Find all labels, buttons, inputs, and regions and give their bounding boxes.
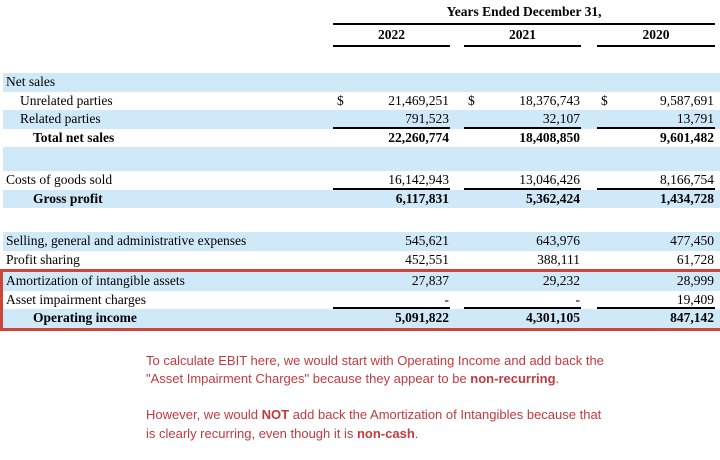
annotation-segment: . — [555, 370, 560, 386]
row-value-cell — [464, 208, 581, 232]
value-amount — [601, 73, 715, 92]
value-amount: 847,142 — [670, 310, 714, 325]
table-row — [3, 92, 720, 111]
value-amount: 21,469,251 — [388, 92, 449, 108]
value-amount: 29,232 — [542, 273, 580, 288]
row-label: Operating income — [33, 310, 137, 325]
year-header: 2022 — [333, 27, 450, 47]
row-value-cell — [464, 73, 581, 92]
row-value-cell — [597, 251, 715, 270]
value-amount: 13,046,426 — [519, 172, 580, 187]
value-amount — [601, 208, 715, 232]
row-label: Gross profit — [33, 190, 103, 206]
annotation-segment: However, we would — [146, 407, 262, 423]
year-header-spacer — [3, 27, 333, 47]
dollar-sign: $ — [468, 92, 475, 108]
table-row — [3, 110, 720, 129]
annotation-text — [146, 352, 613, 444]
row-label: Profit sharing — [6, 251, 80, 267]
row-label: Total net sales — [33, 129, 115, 145]
table-row — [3, 309, 720, 328]
row-value-cell — [597, 147, 715, 171]
table-row — [3, 190, 720, 209]
value-amount — [601, 147, 715, 171]
row-value-cell — [333, 171, 450, 190]
row-value-cell — [597, 272, 715, 291]
table-spacer-row — [3, 208, 720, 232]
dollar-sign: $ — [601, 92, 608, 108]
row-value-cell — [333, 92, 450, 111]
table-row — [3, 171, 720, 190]
row-label: Amortization of intangible assets — [6, 273, 185, 288]
row-value-cell — [464, 110, 581, 129]
value-amount: 28,999 — [676, 273, 714, 288]
table-row — [3, 232, 720, 251]
row-value-cell — [333, 272, 450, 291]
value-amount: 5,091,822 — [395, 310, 449, 325]
value-amount: 452,551 — [405, 251, 449, 267]
row-value-cell — [597, 309, 715, 328]
value-amount: 388,111 — [537, 251, 580, 267]
value-amount: 8,166,754 — [660, 172, 714, 187]
row-value-cell — [333, 251, 450, 270]
dollar-sign: $ — [337, 92, 344, 108]
row-value-cell — [464, 291, 581, 310]
row-value-cell — [464, 272, 581, 291]
annotation-emphasis: non-recurring — [470, 370, 556, 386]
value-amount: - — [444, 291, 449, 307]
table-rows — [3, 73, 720, 269]
row-value-cell — [464, 129, 581, 148]
value-amount: 61,728 — [676, 251, 714, 267]
row-value-cell — [464, 251, 581, 270]
value-amount: 6,117,831 — [395, 190, 449, 206]
year-header-row — [3, 27, 720, 47]
row-value-cell — [597, 208, 715, 232]
value-amount: 4,301,105 — [526, 310, 580, 325]
year-header: 2020 — [597, 27, 715, 47]
row-value-cell — [333, 232, 450, 251]
value-amount: 9,601,482 — [660, 129, 714, 145]
row-label — [3, 147, 333, 171]
row-value-cell — [597, 291, 715, 310]
row-value-cell — [597, 190, 715, 209]
table-spacer-row — [3, 147, 720, 171]
value-amount: 643,976 — [536, 233, 580, 248]
row-value-cell — [333, 147, 450, 171]
row-label: Costs of goods sold — [6, 172, 113, 187]
row-label: Asset impairment charges — [6, 291, 146, 307]
value-amount — [468, 147, 581, 171]
value-amount: 1,434,728 — [660, 190, 714, 206]
row-value-cell — [597, 171, 715, 190]
annotation-emphasis: NOT — [261, 407, 290, 423]
row-value-cell — [464, 190, 581, 209]
value-amount: 22,260,774 — [388, 129, 449, 145]
value-amount — [468, 73, 581, 92]
row-value-cell — [333, 73, 450, 92]
annotation-segment: . — [414, 425, 419, 441]
row-value-cell — [333, 110, 450, 129]
value-amount: 13,791 — [676, 111, 714, 126]
row-value-cell — [464, 147, 581, 171]
value-amount: 19,409 — [676, 291, 714, 307]
value-amount: 16,142,943 — [388, 172, 449, 187]
table-row — [3, 251, 720, 270]
row-value-cell — [333, 190, 450, 209]
value-amount — [468, 208, 581, 232]
value-amount: 18,408,850 — [519, 129, 580, 145]
table-row — [3, 291, 720, 310]
value-amount: - — [575, 291, 580, 307]
value-amount: 5,362,424 — [526, 190, 580, 206]
row-value-cell — [597, 110, 715, 129]
table-period-header: Years Ended December 31, — [333, 4, 715, 25]
income-statement-table — [3, 73, 720, 331]
annotation-segment: To calculate EBIT here, we would start with Operating Income and add back the "Asset Impairment Charges" because they appear to be — [146, 352, 604, 386]
value-amount — [337, 73, 450, 92]
row-value-cell — [333, 291, 450, 310]
row-label — [3, 208, 333, 232]
row-value-cell — [464, 171, 581, 190]
value-amount: 32,107 — [542, 111, 580, 126]
row-label: Selling, general and administrative expenses — [6, 233, 247, 248]
row-value-cell — [464, 232, 581, 251]
ebit-highlight-box — [0, 269, 720, 331]
value-amount: 9,587,691 — [660, 92, 714, 108]
row-value-cell — [597, 73, 715, 92]
row-label: Unrelated parties — [20, 92, 113, 108]
annotation-paragraph — [146, 352, 613, 389]
row-value-cell — [333, 129, 450, 148]
table-row — [3, 129, 720, 148]
row-label: Related parties — [20, 111, 101, 126]
annotation-paragraph — [146, 406, 613, 443]
value-amount: 545,621 — [405, 233, 449, 248]
value-amount: 477,450 — [670, 233, 714, 248]
row-value-cell — [597, 232, 715, 251]
value-amount: 27,837 — [411, 273, 449, 288]
table-row — [3, 272, 720, 291]
table-row — [3, 73, 720, 92]
value-amount: 18,376,743 — [519, 92, 580, 108]
value-amount: 791,523 — [405, 111, 449, 126]
row-value-cell — [597, 92, 715, 111]
row-label: Net sales — [6, 74, 56, 89]
value-amount — [337, 208, 450, 232]
value-amount — [337, 147, 450, 171]
row-value-cell — [333, 309, 450, 328]
annotation-segment: add back the Amortization of Intangibles because that is clearly recurring, even though it is — [146, 407, 602, 441]
annotation-emphasis: non-cash — [356, 425, 415, 441]
row-value-cell — [333, 208, 450, 232]
row-value-cell — [464, 92, 581, 111]
row-value-cell — [464, 309, 581, 328]
row-value-cell — [597, 129, 715, 148]
year-header: 2021 — [464, 27, 581, 47]
